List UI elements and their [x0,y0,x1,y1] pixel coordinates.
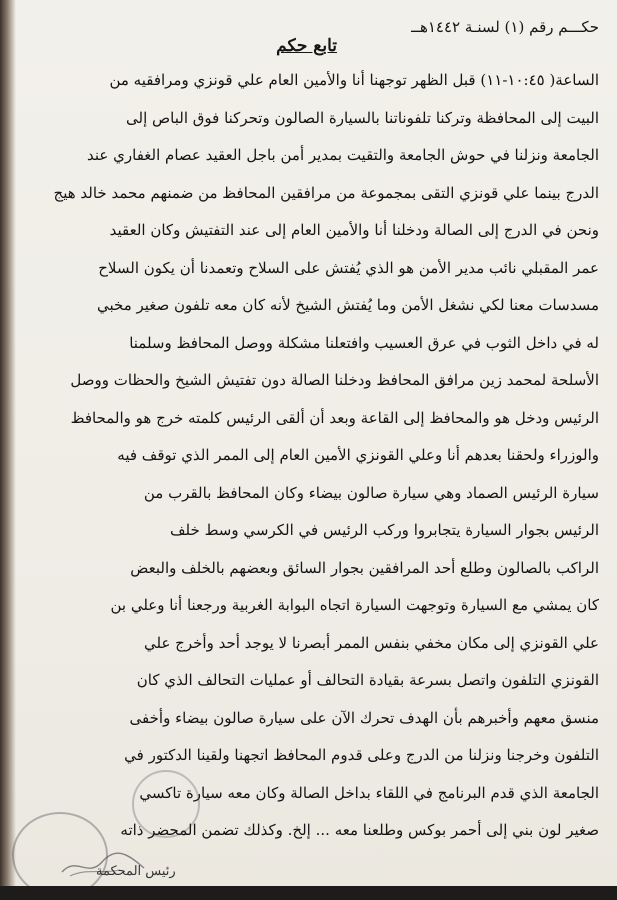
body-line: الرئيس ودخل هو والمحافظ إلى القاعة وبعد أن ألقى الرئيس كلمته خرج هو والمحافظ [70,408,599,427]
body-line: صغير لون بني إلى أحمر بوكس وطلعنا معه ... إلخ. وكذلك تضمن المحضر ذاته [120,821,599,839]
body-line: الدرج بينما علي قونزي التقى بمجموعة من مرافقين المحافظ من ضمنهم محمد خالد هيج [53,183,599,202]
body-line: له في داخل الثوب في عرق العسيب وافتعلنا مشكلة ووصل المحافظ وسلمنا [129,333,599,352]
president-signature-label: رئيس المحكمة [96,864,176,879]
body-line: القونزي التلفون واتصل بسرعة بقيادة التحالف أو عمليات التحالف الذي كان [136,671,599,689]
body-line: الجامعة الذي قدم البرنامج في اللقاء بداخل الصالة وكان معه سيارة تاكسي [139,783,599,802]
secondary-stamp [132,770,200,838]
body-line: التلفون وخرجنا ونزلنا من الدرج وعلى قدوم المحافظ اتجهنا ولقينا الدكتور في [124,746,599,764]
continuation-title: تابع حكم [276,36,337,56]
photo-bottom-edge [0,886,617,900]
body-line: ونحن في الدرج إلى الصالة ودخلنا أنا والأمين العام إلى عند التفتيش وكان العقيد [109,221,599,239]
ruling-body [22,62,599,850]
body-line: منسق معهم وأخبرهم بأن الهدف تحرك الآن على سيارة صالون بيضاء وأخفى [129,708,599,727]
body-line: والوزراء ولحقنا بعدهم أنا وعلي القونزي الأمين العام إلى الممر الذي توقف فيه [117,446,599,464]
page-edge-shadow [0,0,16,900]
body-line: الساعة( ١٠:٤٥-١١) قبل الظهر توجهنا أنا والأمين العام علي قونزي ومرافقيه من [109,71,599,89]
body-line: كان يمشي مع السيارة وتوجهت السيارة اتجاه البوابة الغربية ورجعنا أنا وعلي بن [110,596,599,614]
body-line: مسدسات معنا لكي نشغل الأمن وما يُفتش الشيخ لأنه كان معه تلفون صغير مخبي [96,296,599,314]
body-line: الرئيس بجوار السيارة يتجابروا وركب الرئيس في الكرسي وسط خلف [170,521,599,539]
body-line: الراكب بالصالون وطلع أحد المرافقين بجوار السائق وبعضهم بالخلف والبعض [130,558,599,577]
body-line: الأسلحة لمحمد زين مرافق المحافظ ودخلنا الصالة دون تفتيش الشيخ والحظات ووصل [70,371,599,389]
body-line: البيت إلى المحافظة وتركنا تلفوناتنا بالسيارة الصالون وتحركنا فوق الباص إلى [126,108,599,127]
document-header [24,16,599,56]
body-line: الجامعة ونزلنا في حوش الجامعة والتقيت بمدير أمن باجل العقيد عصام الغفاري عند [87,146,599,164]
body-line: عمر المقبلي نائب مدير الأمن هو الذي يُفتش على السلاح وتعمدنا أن يكون السلاح [98,258,599,277]
body-line: علي القونزي إلى مكان مخفي بنفس الممر أبصرنا لا يوجد أحد وأخرج علي [144,633,599,652]
body-line: سيارة الرئيس الصماد وهي سيارة صالون بيضاء وكان المحافظ بالقرب من [143,483,599,502]
ruling-reference: حكـــم رقم (١) لسنـة ١٤٤٢هــ [411,18,599,36]
